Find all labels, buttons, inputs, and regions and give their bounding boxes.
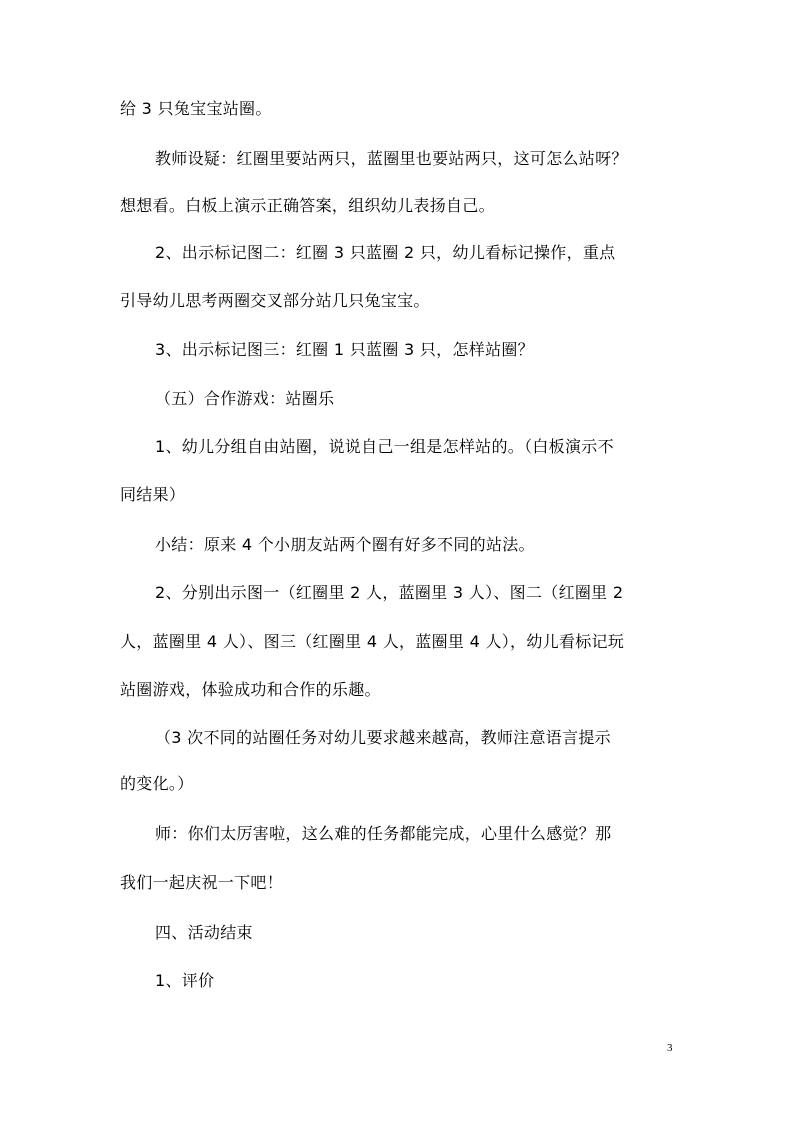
text-line-9: 同结果） — [120, 485, 186, 504]
text-line-19: 1、评价 — [155, 971, 215, 990]
text-line-4: 2、出示标记图二：红圈 3 只蓝圈 2 只，幼儿看标记操作，重点 — [155, 243, 616, 262]
text-line-10: 小结：原来 4 个小朋友站两个圈有好多不同的站法。 — [155, 535, 535, 554]
text-line-18: 四、活动结束 — [155, 923, 253, 942]
text-line-7: （五）合作游戏：站圈乐 — [155, 389, 335, 408]
text-line-14: （3 次不同的站圈任务对幼儿要求越来越高，教师注意语言提示 — [155, 728, 611, 747]
text-line-12: 人，蓝圈里 4 人）、图三（红圈里 4 人，蓝圈里 4 人），幼儿看标记玩 — [120, 632, 625, 651]
text-line-8: 1、幼儿分组自由站圈，说说自己一组是怎样站的。（白板演示不 — [155, 437, 614, 456]
page-number: 3 — [667, 1042, 673, 1054]
text-line-5: 引导幼儿思考两圈交叉部分站几只兔宝宝。 — [120, 291, 430, 310]
text-line-13: 站圈游戏，体验成功和合作的乐趣。 — [120, 680, 381, 699]
text-line-17: 我们一起庆祝一下吧！ — [120, 873, 284, 892]
text-line-15: 的变化。） — [120, 774, 194, 793]
text-line-16: 师：你们太厉害啦，这么难的任务都能完成，心里什么感觉？那 — [155, 824, 612, 843]
text-line-3: 想想看。白板上演示正确答案，组织幼儿表扬自己。 — [120, 196, 495, 215]
text-line-2: 教师设疑：红圈里要站两只，蓝圈里也要站两只，这可怎么站呀？ — [155, 149, 628, 168]
text-line-11: 2、分别出示图一（红圈里 2 人，蓝圈里 3 人）、图二（红圈里 2 — [155, 583, 624, 602]
text-line-6: 3、出示标记图三：红圈 1 只蓝圈 3 只，怎样站圈？ — [155, 340, 534, 359]
text-line-1: 给 3 只兔宝宝站圈。 — [120, 99, 272, 118]
